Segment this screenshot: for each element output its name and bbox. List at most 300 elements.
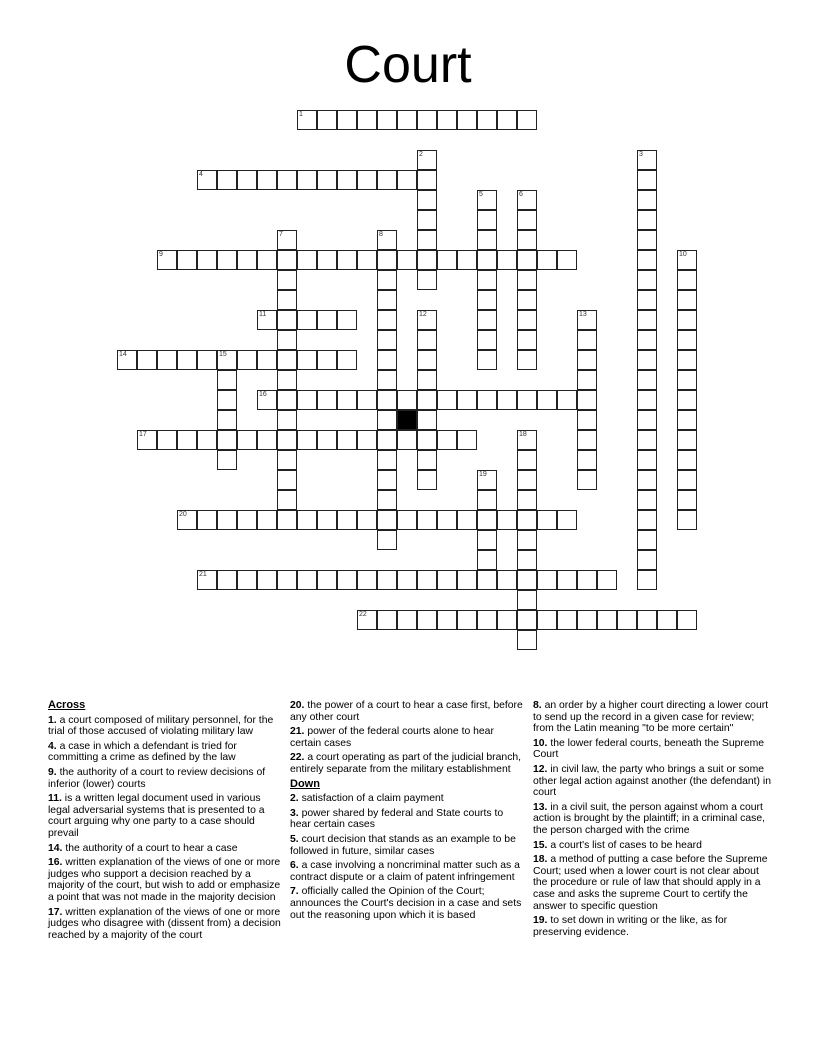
clue-across-16 [48, 857, 283, 903]
grid-cell[interactable] [337, 430, 357, 450]
grid-cell[interactable] [357, 430, 377, 450]
grid-cell[interactable] [377, 270, 397, 290]
grid-cell[interactable] [557, 610, 577, 630]
grid-cell[interactable] [297, 170, 317, 190]
grid-cell[interactable] [337, 170, 357, 190]
grid-cell[interactable] [417, 350, 437, 370]
grid-cell[interactable] [397, 610, 417, 630]
grid-cell[interactable] [637, 610, 657, 630]
grid-cell[interactable] [377, 410, 397, 430]
grid-cell[interactable] [637, 230, 657, 250]
grid-cell[interactable] [677, 430, 697, 450]
grid-cell[interactable] [197, 570, 217, 590]
clue-text: the authority of a court to review decisions of inferior (lower) courts [48, 766, 266, 790]
grid-cell[interactable] [417, 230, 437, 250]
clue-text: officially called the Opinion of the Court; announces the Court's decision in a case and sets out the reasoning upon which it is based [290, 886, 522, 921]
grid-cell[interactable] [557, 390, 577, 410]
clue-across-14 [48, 843, 283, 855]
grid-cell[interactable] [397, 110, 417, 130]
grid-cell[interactable] [477, 390, 497, 410]
grid-cell[interactable] [377, 110, 397, 130]
grid-cell[interactable] [437, 570, 457, 590]
grid-cell[interactable] [417, 430, 437, 450]
grid-cell[interactable] [477, 530, 497, 550]
grid-cell[interactable] [637, 510, 657, 530]
grid-cell[interactable] [197, 250, 217, 270]
grid-cell[interactable] [317, 170, 337, 190]
grid-cell[interactable] [577, 450, 597, 470]
grid-cell[interactable] [357, 250, 377, 270]
grid-cell[interactable] [397, 510, 417, 530]
grid-cell[interactable] [417, 470, 437, 490]
grid-cell[interactable] [397, 390, 417, 410]
grid-cell[interactable] [457, 430, 477, 450]
grid-cell[interactable] [477, 470, 497, 490]
grid-cell[interactable] [417, 450, 437, 470]
grid-cell[interactable] [677, 350, 697, 370]
grid-cell[interactable] [637, 470, 657, 490]
clue-across-22 [290, 752, 525, 775]
clue-number: 4. [48, 740, 57, 752]
grid-cell[interactable] [497, 610, 517, 630]
grid-cell[interactable] [417, 510, 437, 530]
clue-number: 9. [48, 766, 57, 778]
clue-number: 1. [48, 714, 57, 726]
grid-cell[interactable] [217, 570, 237, 590]
grid-cell[interactable] [377, 610, 397, 630]
grid-cell[interactable] [377, 310, 397, 330]
grid-cell[interactable] [237, 170, 257, 190]
grid-cell[interactable] [577, 330, 597, 350]
grid-cell[interactable] [397, 170, 417, 190]
grid-cell[interactable] [577, 470, 597, 490]
grid-cell[interactable] [297, 570, 317, 590]
grid-cell[interactable] [257, 510, 277, 530]
grid-cell[interactable] [517, 530, 537, 550]
grid-cell[interactable] [197, 430, 217, 450]
grid-cell[interactable] [177, 430, 197, 450]
grid-cell[interactable] [677, 450, 697, 470]
grid-cell[interactable] [337, 570, 357, 590]
grid-cell[interactable] [237, 250, 257, 270]
grid-cell[interactable] [557, 510, 577, 530]
grid-cell[interactable] [517, 310, 537, 330]
grid-cell[interactable] [577, 390, 597, 410]
grid-cell[interactable] [677, 610, 697, 630]
grid-cell[interactable] [277, 310, 297, 330]
grid-cell[interactable] [177, 350, 197, 370]
grid-cell[interactable] [177, 510, 197, 530]
grid-cell[interactable] [577, 410, 597, 430]
crossword-grid [117, 110, 717, 670]
grid-cell[interactable] [257, 390, 277, 410]
grid-cell[interactable] [417, 370, 437, 390]
grid-cell[interactable] [217, 390, 237, 410]
clue-down-2 [290, 793, 525, 805]
grid-cell[interactable] [417, 310, 437, 330]
clue-text: power shared by federal and State courts to hear certain cases [290, 807, 504, 831]
grid-cell[interactable] [417, 410, 437, 430]
clue-number: 18. [533, 854, 548, 866]
grid-cell[interactable] [677, 410, 697, 430]
grid-cell[interactable] [217, 170, 237, 190]
grid-cell[interactable] [677, 370, 697, 390]
grid-cell[interactable] [517, 330, 537, 350]
grid-cell[interactable] [517, 470, 537, 490]
grid-cell[interactable] [217, 410, 237, 430]
grid-cell[interactable] [477, 490, 497, 510]
grid-cell[interactable] [637, 570, 657, 590]
grid-cell[interactable] [517, 210, 537, 230]
grid-cell[interactable] [217, 350, 237, 370]
grid-cell[interactable] [477, 610, 497, 630]
grid-cell[interactable] [677, 470, 697, 490]
grid-cell[interactable] [377, 370, 397, 390]
grid-cell[interactable] [437, 110, 457, 130]
grid-cell[interactable] [377, 290, 397, 310]
grid-cell[interactable] [517, 250, 537, 270]
grid-cell[interactable] [417, 270, 437, 290]
grid-cell[interactable] [277, 290, 297, 310]
grid-cell[interactable] [417, 330, 437, 350]
grid-cell[interactable] [517, 290, 537, 310]
clue-number-label: 12 [419, 311, 427, 318]
grid-cell[interactable] [157, 430, 177, 450]
grid-cell[interactable] [477, 550, 497, 570]
grid-cell[interactable] [277, 410, 297, 430]
grid-cell[interactable] [437, 390, 457, 410]
grid-cell[interactable] [277, 330, 297, 350]
grid-cell[interactable] [637, 310, 657, 330]
grid-cell[interactable] [577, 570, 597, 590]
grid-cell[interactable] [457, 570, 477, 590]
grid-cell[interactable] [477, 330, 497, 350]
grid-cell[interactable] [277, 230, 297, 250]
grid-cell[interactable] [457, 510, 477, 530]
grid-cell[interactable] [297, 510, 317, 530]
grid-cell[interactable] [477, 270, 497, 290]
grid-cell[interactable] [457, 110, 477, 130]
grid-cell[interactable] [237, 510, 257, 530]
grid-cell[interactable] [257, 310, 277, 330]
grid-cell[interactable] [517, 490, 537, 510]
grid-cell[interactable] [477, 290, 497, 310]
grid-cell[interactable] [477, 310, 497, 330]
grid-cell[interactable] [217, 510, 237, 530]
grid-cell[interactable] [477, 250, 497, 270]
grid-cell[interactable] [357, 390, 377, 410]
clue-number-label: 19 [479, 471, 487, 478]
grid-cell[interactable] [217, 450, 237, 470]
clue-text: court decision that stands as an example to be followed in future, similar cases [290, 833, 516, 857]
grid-cell[interactable] [637, 250, 657, 270]
grid-cell[interactable] [397, 570, 417, 590]
grid-cell[interactable] [337, 250, 357, 270]
grid-cell[interactable] [497, 390, 517, 410]
grid-cell[interactable] [577, 350, 597, 370]
grid-cell[interactable] [637, 550, 657, 570]
grid-cell[interactable] [497, 570, 517, 590]
grid-cell[interactable] [277, 570, 297, 590]
grid-cell[interactable] [557, 570, 577, 590]
grid-cell[interactable] [437, 510, 457, 530]
grid-cell[interactable] [537, 390, 557, 410]
grid-cell[interactable] [197, 170, 217, 190]
grid-cell[interactable] [637, 350, 657, 370]
grid-cell[interactable] [517, 350, 537, 370]
grid-cell[interactable] [277, 170, 297, 190]
grid-cell[interactable] [217, 430, 237, 450]
grid-cell[interactable] [277, 430, 297, 450]
grid-cell[interactable] [377, 330, 397, 350]
grid-cell[interactable] [237, 570, 257, 590]
grid-cell[interactable] [357, 610, 377, 630]
grid-cell[interactable] [497, 110, 517, 130]
grid-cell[interactable] [337, 110, 357, 130]
grid-cell[interactable] [637, 490, 657, 510]
grid-cell[interactable] [677, 270, 697, 290]
grid-cell[interactable] [637, 290, 657, 310]
grid-cell[interactable] [317, 390, 337, 410]
clue-number: 8. [533, 700, 542, 711]
grid-cell[interactable] [637, 270, 657, 290]
grid-cell[interactable] [537, 610, 557, 630]
grid-cell[interactable] [557, 250, 577, 270]
grid-cell[interactable] [637, 530, 657, 550]
grid-cell[interactable] [277, 390, 297, 410]
clue-number-label: 1 [299, 111, 303, 118]
grid-cell[interactable] [677, 490, 697, 510]
grid-cell[interactable] [377, 170, 397, 190]
grid-cell[interactable] [297, 250, 317, 270]
grid-cell[interactable] [497, 250, 517, 270]
grid-cell[interactable] [417, 150, 437, 170]
grid-cell[interactable] [517, 570, 537, 590]
grid-cell[interactable] [137, 350, 157, 370]
clue-number: 19. [533, 915, 548, 927]
grid-cell[interactable] [217, 250, 237, 270]
grid-cell[interactable] [517, 590, 537, 610]
clue-number-label: 20 [179, 511, 187, 518]
clue-number: 22. [290, 752, 305, 764]
grid-cell[interactable] [117, 350, 137, 370]
grid-cell[interactable] [637, 150, 657, 170]
grid-cell[interactable] [477, 350, 497, 370]
grid-cell[interactable] [477, 510, 497, 530]
grid-cell[interactable] [377, 250, 397, 270]
grid-cell[interactable] [257, 570, 277, 590]
clue-number: 10. [533, 737, 548, 749]
grid-cell[interactable] [197, 510, 217, 530]
grid-cell[interactable] [637, 370, 657, 390]
grid-cell[interactable] [437, 250, 457, 270]
grid-cell[interactable] [317, 430, 337, 450]
clue-down-18 [533, 854, 773, 912]
grid-cell[interactable] [277, 270, 297, 290]
grid-cell[interactable] [197, 350, 217, 370]
grid-cell[interactable] [417, 190, 437, 210]
grid-cell[interactable] [677, 510, 697, 530]
grid-cell[interactable] [517, 510, 537, 530]
grid-cell[interactable] [657, 610, 677, 630]
grid-cell[interactable] [377, 430, 397, 450]
grid-cell[interactable] [377, 530, 397, 550]
grid-cell[interactable] [437, 430, 457, 450]
grid-cell[interactable] [517, 190, 537, 210]
grid-cell[interactable] [637, 190, 657, 210]
grid-cell[interactable] [417, 610, 437, 630]
grid-cell[interactable] [377, 510, 397, 530]
grid-cell[interactable] [177, 250, 197, 270]
clue-number-label: 13 [579, 311, 587, 318]
grid-cell[interactable] [317, 350, 337, 370]
grid-cell[interactable] [397, 250, 417, 270]
grid-cell[interactable] [477, 110, 497, 130]
grid-cell[interactable] [637, 450, 657, 470]
grid-cell[interactable] [517, 610, 537, 630]
grid-cell[interactable] [277, 490, 297, 510]
grid-cell[interactable] [277, 250, 297, 270]
grid-cell[interactable] [377, 470, 397, 490]
grid-cell[interactable] [277, 510, 297, 530]
grid-cell[interactable] [377, 390, 397, 410]
grid-cell[interactable] [677, 250, 697, 270]
grid-cell[interactable] [277, 450, 297, 470]
grid-cell[interactable] [577, 610, 597, 630]
grid-cell[interactable] [637, 390, 657, 410]
grid-cell[interactable] [157, 250, 177, 270]
grid-cell[interactable] [317, 310, 337, 330]
grid-cell[interactable] [537, 570, 557, 590]
grid-cell[interactable] [597, 610, 617, 630]
grid-cell[interactable] [637, 170, 657, 190]
grid-cell[interactable] [417, 210, 437, 230]
clue-text: an order by a higher court directing a lower court to send up the record in a given case for review; from the Latin meaning "to be more certain" [533, 700, 769, 735]
grid-cell[interactable] [297, 310, 317, 330]
grid-cell[interactable] [377, 230, 397, 250]
clue-text: written explanation of the views of one or more judges who disagree with (dissent from) a decision reached by a majority of the court [48, 906, 281, 941]
grid-cell[interactable] [297, 430, 317, 450]
grid-cell[interactable] [517, 390, 537, 410]
clue-text: is a written legal document used in various legal adversarial systems that is presented to a court arguing why one party to a case should prevail [48, 793, 265, 839]
clue-number-label: 2 [419, 151, 423, 158]
clue-number: 2. [290, 793, 299, 805]
grid-cell[interactable] [417, 390, 437, 410]
grid-cell[interactable] [517, 430, 537, 450]
grid-cell[interactable] [517, 230, 537, 250]
grid-cell[interactable] [517, 550, 537, 570]
grid-cell[interactable] [517, 270, 537, 290]
clue-text: a court's list of cases to be heard [550, 839, 702, 851]
grid-cell[interactable] [477, 190, 497, 210]
grid-cell[interactable] [277, 350, 297, 370]
grid-cell[interactable] [537, 510, 557, 530]
grid-cell[interactable] [337, 510, 357, 530]
clue-down-8 [533, 700, 773, 735]
grid-cell[interactable] [577, 370, 597, 390]
grid-cell[interactable] [337, 350, 357, 370]
grid-cell[interactable] [377, 490, 397, 510]
grid-cell[interactable] [237, 430, 257, 450]
grid-cell[interactable] [677, 310, 697, 330]
grid-cell[interactable] [337, 310, 357, 330]
grid-cell[interactable] [357, 110, 377, 130]
grid-cell[interactable] [477, 210, 497, 230]
clue-text: satisfaction of a claim payment [301, 793, 444, 805]
grid-cell[interactable] [237, 350, 257, 370]
grid-cell[interactable] [417, 250, 437, 270]
grid-cell[interactable] [577, 310, 597, 330]
grid-cell[interactable] [297, 110, 317, 130]
grid-cell[interactable] [377, 450, 397, 470]
grid-cell[interactable] [137, 430, 157, 450]
clue-number-label: 18 [519, 431, 527, 438]
grid-cell[interactable] [157, 350, 177, 370]
grid-cell[interactable] [337, 390, 357, 410]
grid-cell[interactable] [277, 370, 297, 390]
grid-cell[interactable] [477, 230, 497, 250]
grid-cell[interactable] [377, 350, 397, 370]
grid-cell[interactable] [257, 250, 277, 270]
grid-cell[interactable] [317, 110, 337, 130]
grid-cell[interactable] [357, 510, 377, 530]
grid-cell[interactable] [677, 390, 697, 410]
grid-cell[interactable] [517, 450, 537, 470]
grid-cell[interactable] [297, 390, 317, 410]
grid-cell[interactable] [277, 470, 297, 490]
grid-cell[interactable] [597, 570, 617, 590]
grid-cell[interactable] [417, 110, 437, 130]
grid-cell[interactable] [517, 110, 537, 130]
grid-cell[interactable] [637, 330, 657, 350]
grid-cell[interactable] [517, 630, 537, 650]
grid-cell[interactable] [637, 410, 657, 430]
grid-cell[interactable] [297, 350, 317, 370]
grid-cell[interactable] [537, 250, 557, 270]
grid-cell[interactable] [257, 350, 277, 370]
grid-cell[interactable] [457, 390, 477, 410]
grid-cell[interactable] [257, 430, 277, 450]
grid-cell[interactable] [677, 330, 697, 350]
grid-cell[interactable] [497, 510, 517, 530]
grid-cell[interactable] [397, 430, 417, 450]
grid-cell[interactable] [377, 570, 397, 590]
grid-cell[interactable] [637, 430, 657, 450]
grid-cell[interactable] [317, 510, 337, 530]
grid-cell[interactable] [417, 170, 437, 190]
grid-cell[interactable] [317, 570, 337, 590]
grid-cell[interactable] [257, 170, 277, 190]
clue-number: 21. [290, 726, 305, 738]
grid-cell[interactable] [677, 290, 697, 310]
grid-cell[interactable] [457, 610, 477, 630]
grid-cell[interactable] [357, 570, 377, 590]
grid-cell[interactable] [477, 570, 497, 590]
grid-cell[interactable] [577, 430, 597, 450]
clue-number-label: 9 [159, 251, 163, 258]
grid-cell[interactable] [417, 570, 437, 590]
grid-cell[interactable] [457, 250, 477, 270]
grid-cell[interactable] [317, 250, 337, 270]
grid-cell[interactable] [617, 610, 637, 630]
clue-text: the lower federal courts, beneath the Supreme Court [533, 737, 765, 761]
grid-cell[interactable] [217, 370, 237, 390]
grid-cell[interactable] [637, 210, 657, 230]
clue-number: 3. [290, 807, 299, 819]
grid-cell[interactable] [437, 610, 457, 630]
clue-number-label: 17 [139, 431, 147, 438]
grid-cell[interactable] [357, 170, 377, 190]
